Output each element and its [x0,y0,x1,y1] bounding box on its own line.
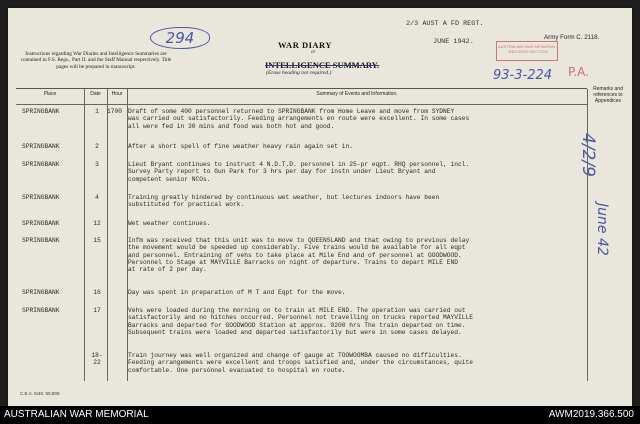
war-diary-page [8,8,632,406]
erase-note: (Erase heading not required.) [266,70,332,76]
date-column-header: Date [90,91,101,97]
diary-month: JUNE 1942. [433,38,474,46]
entry-date: 17 [93,307,101,314]
handwritten-side-note: 4/2/9 [578,133,598,177]
handwritten-reference: 93-3-224 [493,68,553,83]
hour-column-header: Hour [111,91,123,97]
records-stamp: AUSTRALIAN WAR MEMORIAL · RECORDS SECTION [496,41,558,61]
archive-name: AUSTRALIAN WAR MEMORIAL [4,409,149,420]
print-mark: C.E.A. 5/40. 50,000. [20,391,61,396]
entry-date: 15 [93,237,101,244]
or-label: or [311,50,316,55]
entry-summary: Training greatly hindered by continuous wet weather, but lectures indoors have been substituted for practical work. [128,194,440,209]
remarks-column-header: Remarks and references to Appendices [593,86,623,104]
entry-place: SPRINGBANK [22,289,60,296]
diary-table [16,88,587,381]
entry-date: 16 [93,289,101,296]
entry-summary: Train journey was well organized and change of gauge at TOOWOOMBA caused no difficulties. Feeding arrangements were excellent and troops satisfied and, under the circumstances, quite comfortable. One personnel evacuated to hospital en route. [128,352,474,374]
page-title: WAR DIARY [278,40,333,50]
handwritten-month-note: June 42 [594,203,610,256]
entry-summary: Lieut Bryant continues to instruct 4 N.D.T.D. personnel in 25-pr eqpt. RHQ personnel, incl. Survey Party report to Gun Park for 3 hrs per day for instn under Lieut Bryant and competent senior NCOs. [128,161,470,183]
place-column-header: Place [43,91,57,97]
entry-summary: Draft of some 400 personnel returned to SPRINGBANK from Home Leave and move from SYDNEY was carried out satisfactorily. Feeding arrangements en route were excellent. In some cases all were fed in 30 mins and food was both hot and good. [128,108,470,130]
entry-date: 1 [95,108,99,115]
entry-date: 12 [93,220,101,227]
column-divider [127,89,128,381]
entry-date: 18-22 [91,352,103,367]
column-divider [587,89,588,381]
entry-summary: Infm was received that this unit was to move to QUEENSLAND and that owing to previous delay the movement would be speeded up considerably. Five trains would be available for all eqpt and personnel. Entraining of vehs to take place at Mile End and of personnel at GOODWOOD. Personnel to Stage at MAYVILLE Barracks on night of departure. Trains to depart MILE END at rate of 2 per day. [128,237,470,274]
unit-name: 2/3 AUST A FD REGT. [406,20,484,28]
entry-place: SPRINGBANK [22,108,60,115]
entry-date: 4 [95,194,99,201]
header-rule [16,104,587,105]
handwritten-pa-mark: P.A. [568,65,589,79]
entry-summary: After a short spell of fine weather heavy rain again set in. [128,143,354,150]
entry-place: SPRINGBANK [22,143,60,150]
army-form-number: Army Form C. 2118. [544,34,600,41]
column-divider [84,89,85,381]
entry-hour: 1700 [107,108,123,115]
entry-date: 3 [95,161,99,168]
archive-accession-number: AWM2019.366.500 [548,409,634,420]
entry-place: SPRINGBANK [22,194,60,201]
archive-footer [0,406,640,424]
entry-place: SPRINGBANK [22,307,60,314]
handwritten-folio-number: 294 [150,27,210,49]
entry-summary: Wet weather continues. [128,220,211,227]
entry-place: SPRINGBANK [22,161,60,168]
entry-place: SPRINGBANK [22,220,60,227]
instructions-note: Instructions regarding War Diaries and Intelligence Summaries are contained in F.S. Regs., Part II. and the Staff Manual respectively. Title pages will be prepared in manuscript. [20,51,172,70]
entry-summary: Vehs were loaded during the morning on to train at MILE END. The operation was carried out satisfactorily and no hitches occurred. Personnel not travelling on trucks reported MAYVILLE Barracks and departed for GOODWOOD Station at approx. 0200 hrs The train departed on time. Subsequent trains were loaded and departed satisfactorily but were in some cases delayed. [128,307,474,336]
entry-summary: Day was spent in preparation of M T and Eqpt for the move. [128,289,346,296]
entry-date: 2 [95,143,99,150]
summary-column-header: Summary of Events and Information. [316,91,398,97]
column-divider [107,89,108,381]
intelligence-summary-heading: INTELLIGENCE SUMMARY. [265,60,380,70]
entry-place: SPRINGBANK [22,237,60,244]
